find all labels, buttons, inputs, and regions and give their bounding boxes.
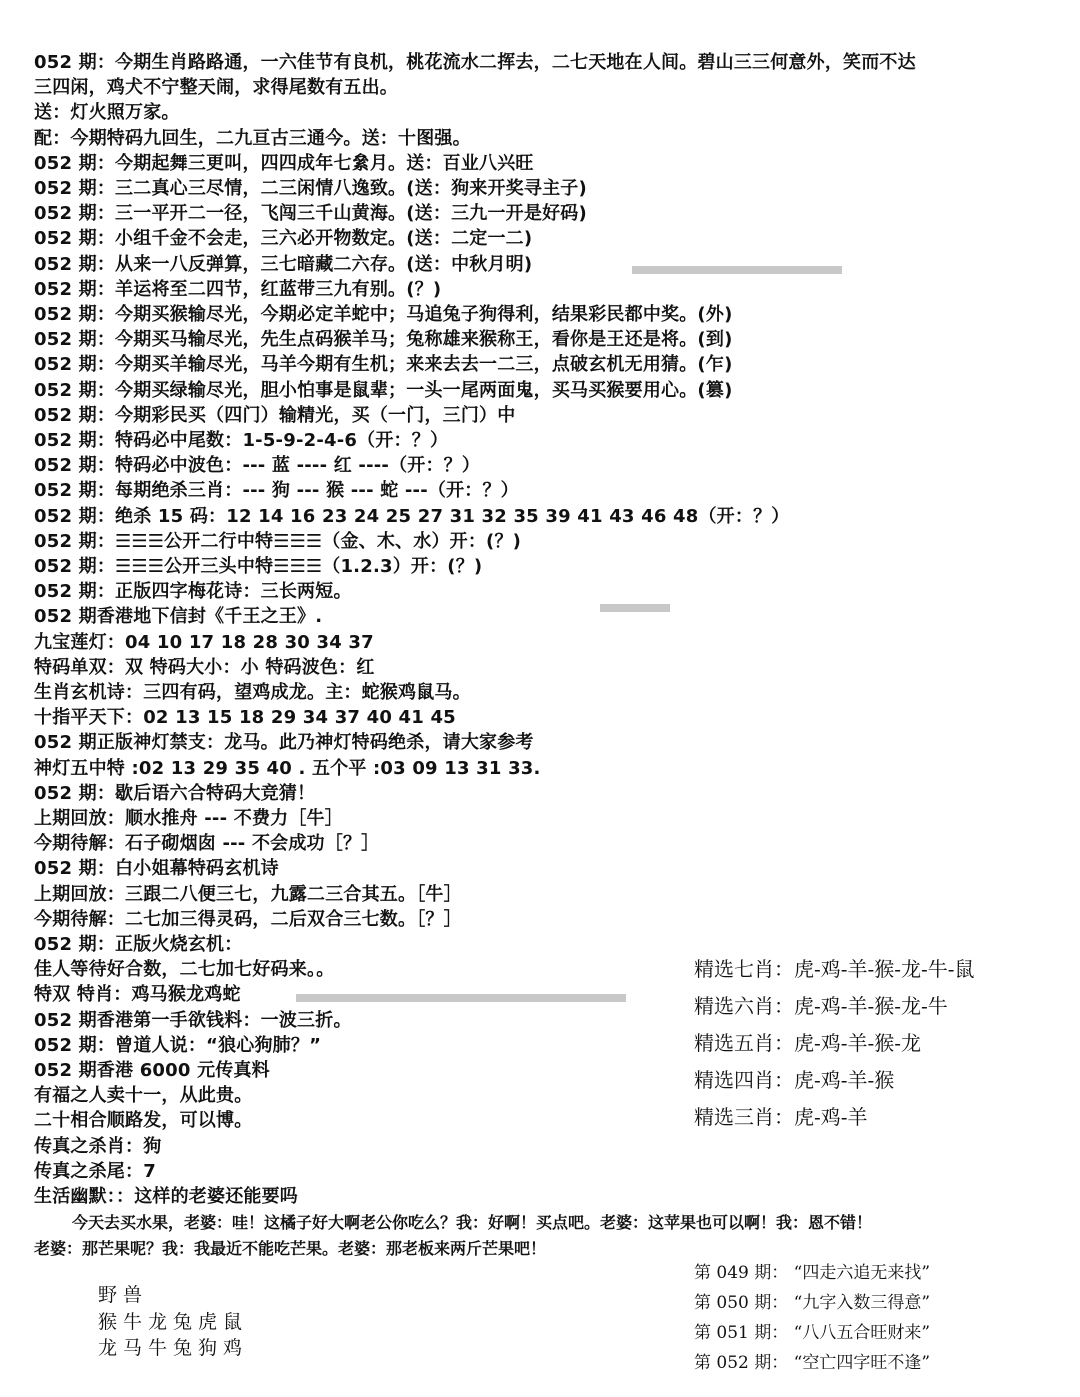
beasts-row-2: 龙马牛兔狗鸡 bbox=[98, 1337, 249, 1359]
issue-line: 第 052 期： “空亡四字旺不逢” bbox=[694, 1353, 931, 1373]
tip-line: 送：灯火照万家。 bbox=[34, 102, 180, 123]
tip-line: 二十相合顺路发，可以博。 bbox=[34, 1110, 253, 1131]
tip-line: 神灯五中特 :02 13 29 35 40 . 五个平 :03 09 13 31 33. bbox=[34, 758, 541, 779]
tip-line: 052 期：今期买猴输尽光，今期必定羊蛇中；马追兔子狗得利，结果彩民都中奖。(外) bbox=[34, 304, 733, 325]
selection-line: 精选三肖：虎-鸡-羊 bbox=[694, 1105, 868, 1129]
tip-line: 052 期：歇后语六合特码大竞猜！ bbox=[34, 783, 316, 804]
tip-line: 052 期：今期买羊输尽光，马羊今期有生机；来来去去一二三，点破玄机无用猜。(乍) bbox=[34, 354, 733, 375]
tip-line: 052 期：从来一八反弹算，三七暗藏二六存。(送：中秋月明) bbox=[34, 254, 533, 275]
selection-line: 精选六肖：虎-鸡-羊-猴-龙-牛 bbox=[694, 994, 948, 1018]
tip-line: 052 期：每期绝杀三肖：--- 狗 --- 猴 --- 蛇 ---（开：？） bbox=[34, 480, 519, 501]
tip-line: 052 期：特码必中波色：--- 蓝 ---- 红 ----（开：？） bbox=[34, 455, 481, 476]
beasts-title: 野兽 bbox=[98, 1284, 149, 1306]
tip-line: 052 期：白小姐幕特码玄机诗 bbox=[34, 858, 279, 879]
tip-line: 今期待解：石子砌烟囱 --- 不会成功［？］ bbox=[34, 833, 380, 854]
tip-line: 配：今期特码九回生，二九亘古三通今。送：十图强。 bbox=[34, 128, 471, 149]
scan-noise bbox=[600, 604, 670, 612]
tip-line: 生肖玄机诗：三四有码，望鸡成龙。主：蛇猴鸡鼠马。 bbox=[34, 682, 471, 703]
tip-line: 九宝莲灯：04 10 17 18 28 30 34 37 bbox=[34, 632, 374, 653]
tip-line: 052 期香港第一手欲钱料：一波三折。 bbox=[34, 1010, 352, 1031]
tip-line: 上期回放：顺水推舟 --- 不费力［牛］ bbox=[34, 808, 343, 829]
selection-line: 精选七肖：虎-鸡-羊-猴-龙-牛-鼠 bbox=[694, 957, 975, 981]
tip-line: 佳人等待好合数，二七加七好码来。。 bbox=[34, 959, 335, 980]
tip-line: 上期回放：三跟二八便三七，九露二三合其五。［牛］ bbox=[34, 884, 462, 905]
tip-line: 052 期：今期起舞三更叫，四四成年七絫月。送：百业八兴旺 bbox=[34, 153, 534, 174]
joke-line-1: 今天去买水果，老婆：哇！这橘子好大啊老公你吃么？我：好啊！买点吧。老婆：这苹果也可以啊！我：恩不错！ bbox=[72, 1213, 873, 1232]
tip-line: 052 期：三二真心三尽情，二三闲情八逸致。(送：狗来开奖寻主子) bbox=[34, 178, 587, 199]
tip-line: 三四闲，鸡犬不宁整天闹，求得尾数有五出。 bbox=[34, 77, 398, 98]
tip-line: 052 期：正版火烧玄机： bbox=[34, 934, 243, 955]
tip-line: 特码单双：双 特码大小：小 特码波色：红 bbox=[34, 657, 375, 678]
tip-line: 052 期：☰☰☰公开二行中特☰☰☰（金、木、水）开：(？) bbox=[34, 531, 522, 552]
tip-line: 生活幽默：：这样的老婆还能要吗 bbox=[34, 1186, 298, 1207]
tip-line: 052 期：今期彩民买（四门）输精光，买（一门，三门）中 bbox=[34, 405, 516, 426]
tip-line: 052 期：三一平开二一径，飞闯三千山黄海。(送：三九一开是好码) bbox=[34, 203, 587, 224]
tip-line: 052 期：羊运将至二四节，红蓝带三九有别。(？) bbox=[34, 279, 442, 300]
tip-line: 有福之人卖十一，从此贵。 bbox=[34, 1085, 253, 1106]
tip-line: 052 期香港地下信封《千王之王》. bbox=[34, 606, 323, 627]
tip-line: 052 期：绝杀 15 码：12 14 16 23 24 25 27 31 32 35 39 41 43 46 48（开：？） bbox=[34, 506, 790, 527]
tip-line: 今期待解：二七加三得灵码，二后双合三七数。［？］ bbox=[34, 909, 462, 930]
selection-line: 精选五肖：虎-鸡-羊-猴-龙 bbox=[694, 1031, 922, 1055]
scan-noise bbox=[296, 994, 626, 1002]
tip-line: 传真之杀尾：7 bbox=[34, 1161, 156, 1182]
tip-line: 052 期：小组千金不会走，三六必开物数定。(送：二定一二) bbox=[34, 228, 533, 249]
scan-noise bbox=[632, 266, 842, 274]
tip-line: 052 期：今期买马输尽光，先生点码猴羊马；兔称雄来猴称王，看你是王还是将。(到) bbox=[34, 329, 733, 350]
beasts-row-1: 猴牛龙兔虎鼠 bbox=[98, 1311, 249, 1333]
selection-line: 精选四肖：虎-鸡-羊-猴 bbox=[694, 1068, 895, 1092]
tip-line: 052 期正版神灯禁支：龙马。此乃神灯特码绝杀，请大家参考 bbox=[34, 732, 534, 753]
issue-line: 第 049 期： “四走六追无来找” bbox=[694, 1263, 931, 1283]
tip-line: 052 期：曾道人说：“狼心狗肺？” bbox=[34, 1035, 322, 1056]
tip-line: 052 期香港 6000 元传真料 bbox=[34, 1060, 270, 1081]
issue-line: 第 051 期： “八八五合旺财来” bbox=[694, 1323, 931, 1343]
tip-line: 052 期：今期买绿输尽光，胆小怕事是鼠辈；一头一尾两面鬼，买马买猴要用心。(篡) bbox=[34, 380, 733, 401]
tip-line: 十指平天下：02 13 15 18 29 34 37 40 41 45 bbox=[34, 707, 456, 728]
tip-line: 052 期：特码必中尾数：1-5-9-2-4-6（开：？） bbox=[34, 430, 449, 451]
tip-line: 特双 特肖：鸡马猴龙鸡蛇 bbox=[34, 984, 241, 1005]
joke-line-2: 老婆：那芒果呢？我：我最近不能吃芒果。老婆：那老板来两斤芒果吧！ bbox=[34, 1239, 547, 1258]
tip-line: 052 期：正版四字梅花诗：三长两短。 bbox=[34, 581, 352, 602]
issue-line: 第 050 期： “九字入数三得意” bbox=[694, 1293, 931, 1313]
tip-line: 052 期：☰☰☰公开三头中特☰☰☰（1.2.3）开：(？) bbox=[34, 556, 483, 577]
tip-line: 传真之杀肖：狗 bbox=[34, 1136, 162, 1157]
tip-line: 052 期：今期生肖路路通，一六佳节有良机，桃花流水二挥去，二七天地在人间。碧山三三何意外，笑而不达 bbox=[34, 52, 916, 73]
